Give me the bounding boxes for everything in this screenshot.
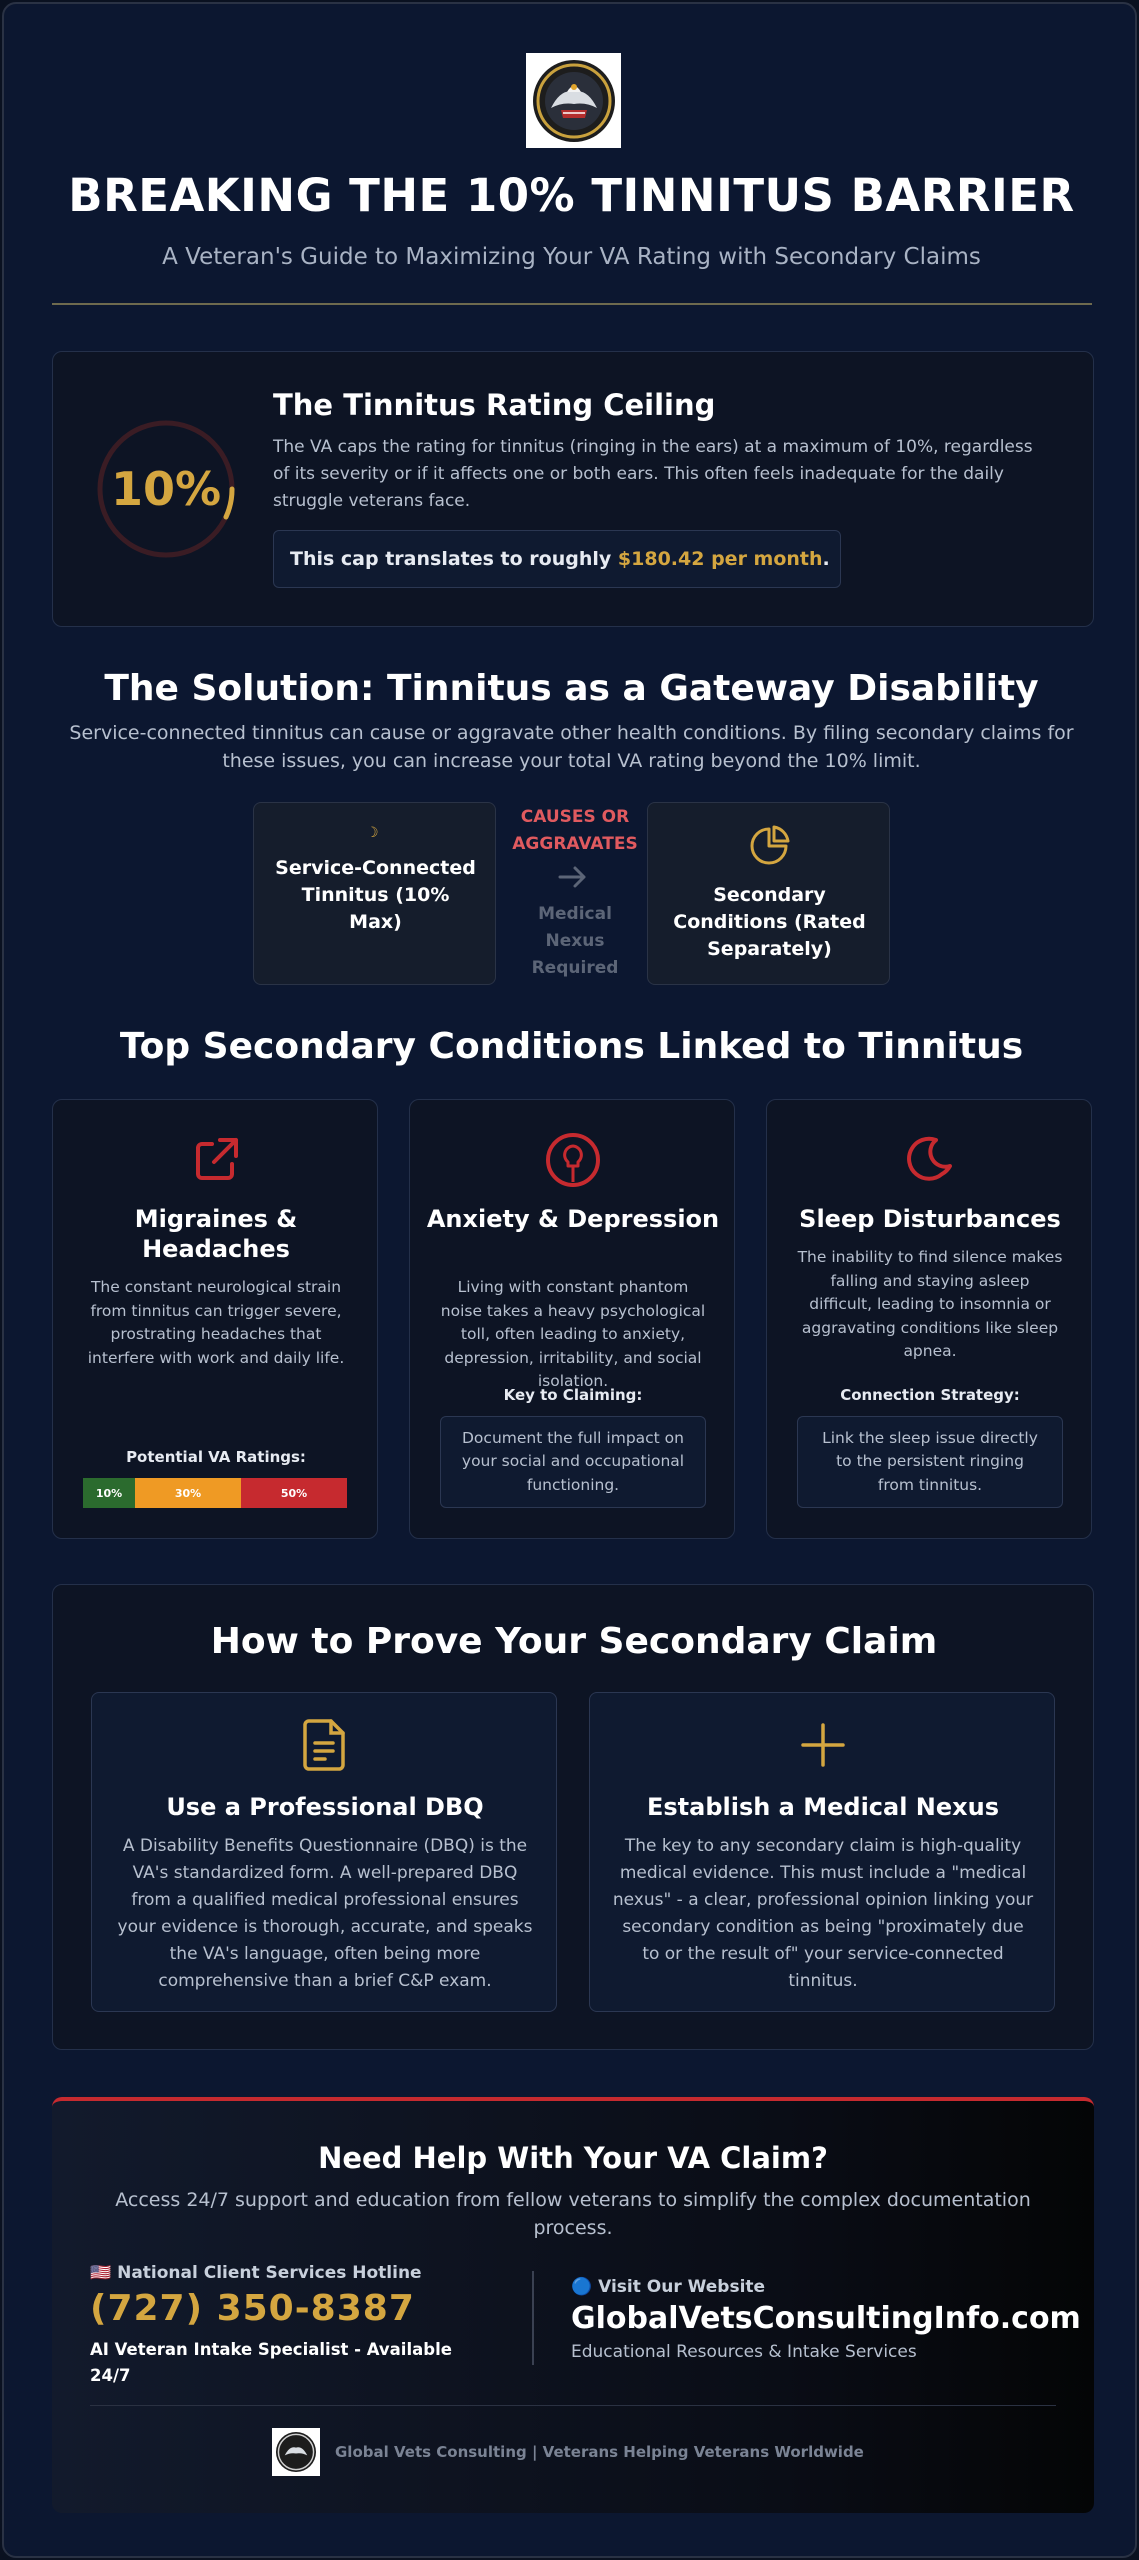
cta-title: Need Help With Your VA Claim? — [318, 2141, 828, 2175]
cap-amount: $180.42 per month — [617, 548, 823, 570]
prove-card-title: Establish a Medical Nexus — [646, 1793, 1000, 1821]
condition-card-migraines — [52, 1099, 378, 1539]
infographic-page — [2, 2, 1137, 2558]
condition-description: The constant neurological strain from tinnitus can trigger severe, prostrating headaches that interfere with work and daily life. — [87, 1278, 345, 1367]
prove-claim-section — [52, 1584, 1094, 2050]
nexus-label: Medical Nexus Required — [531, 904, 619, 978]
website-link[interactable]: GlobalVetsConsultingInfo.com — [571, 2301, 1081, 2336]
ratings-bar — [83, 1478, 347, 1508]
cap-prefix: This cap translates to roughly — [290, 548, 612, 570]
ceiling-description: The VA caps the rating for tinnitus (ringing in the ears) at a maximum of 10%, regardless of its severity or if it affects one or both ears. This often feels inadequate for the daily struggle veterans face. — [273, 437, 1033, 511]
ceiling-title: The Tinnitus Rating Ceiling — [273, 388, 716, 422]
footer-seal-logo — [272, 2428, 320, 2476]
header-divider — [52, 303, 1092, 305]
cta-description: Access 24/7 support and education from fellow veterans to simplify the complex documentation process. — [115, 2189, 1031, 2239]
key-label: Key to Claiming: — [503, 1386, 643, 1404]
rating-30: 30% — [135, 1478, 241, 1508]
ratings-label: Potential VA Ratings: — [126, 1448, 306, 1466]
rating-ceiling-card — [52, 351, 1094, 627]
condition-title: Migraines & Headaches — [134, 1205, 298, 1263]
prove-title: How to Prove Your Secondary Claim — [210, 1621, 938, 1662]
crescent-icon: ☽ — [366, 825, 379, 841]
tinnitus-box — [253, 802, 496, 985]
hotline-label: 🇺🇸 National Client Services Hotline — [90, 2263, 422, 2283]
condition-title: Sleep Disturbances — [799, 1205, 1061, 1233]
external-link-icon — [186, 1130, 246, 1190]
solution-description: Service-connected tinnitus can cause or aggravate other health conditions. By filing secondary claims for these issues, you can increase your total VA rating beyond the 10% limit. — [69, 722, 1074, 772]
hotline-subtitle: AI Veteran Intake Specialist - Available 24/7 — [90, 2340, 452, 2385]
key-box: Document the full impact on your social and occupational functioning. — [440, 1416, 706, 1508]
condition-description: Living with constant phantom noise takes a heavy psychological toll, often leading to anxiety, depression, irritability, and social isolation. — [440, 1278, 706, 1390]
prove-card-text: A Disability Benefits Questionnaire (DBQ) is the VA's standardized form. A well-prepared DBQ from a qualified medical professional ensures your evidence is thorough, accurate, and speaks the VA's language, often being more comprehensive than a brief C&P exam. — [117, 1836, 533, 1991]
prove-card-title: Use a Professional DBQ — [166, 1793, 484, 1821]
prove-card-nexus — [589, 1692, 1055, 2012]
causes-label: CAUSES OR AGGRAVATES — [512, 807, 638, 854]
help-cta-section — [52, 2097, 1094, 2513]
key-label: Connection Strategy: — [840, 1386, 1020, 1404]
tinnitus-box-label: Service-Connected Tinnitus (10% Max) — [275, 857, 476, 933]
plus-icon — [793, 1715, 853, 1775]
footer-text: Global Vets Consulting | Veterans Helping Veterans Worldwide — [335, 2443, 864, 2461]
seal-logo — [526, 53, 621, 148]
solution-title: The Solution: Tinnitus as a Gateway Disability — [104, 668, 1039, 709]
pie-chart-icon — [746, 823, 792, 869]
rating-value: 10% — [110, 462, 222, 516]
lightbulb-icon — [543, 1130, 603, 1190]
secondary-conditions-box — [647, 802, 890, 985]
prove-card-text: The key to any secondary claim is high-quality medical evidence. This must include a "medical nexus" - a clear, professional opinion linking your secondary condition as being "proximately due to or the result of" your service-connected tinnitus. — [612, 1836, 1034, 1991]
moon-icon — [900, 1130, 960, 1190]
condition-card-anxiety — [409, 1099, 735, 1539]
rating-50: 50% — [241, 1478, 347, 1508]
page-title: BREAKING THE 10% TINNITUS BARRIER — [68, 169, 1075, 222]
cta-horizontal-divider — [90, 2405, 1056, 2406]
rating-10: 10% — [83, 1478, 135, 1508]
website-subtitle: Educational Resources & Intake Services — [571, 2342, 917, 2362]
arrow-right-icon — [556, 864, 590, 890]
condition-title: Anxiety & Depression — [426, 1205, 720, 1233]
secondary-box-label: Secondary Conditions (Rated Separately) — [673, 884, 866, 960]
hotline-phone-link[interactable]: (727) 350-8387 — [90, 2288, 415, 2329]
page-subtitle: A Veteran's Guide to Maximizing Your VA Rating with Secondary Claims — [162, 244, 981, 270]
document-icon — [295, 1715, 355, 1775]
cap-suffix: . — [822, 548, 830, 570]
cta-vertical-divider — [532, 2271, 534, 2365]
key-box: Link the sleep issue directly to the persistent ringing from tinnitus. — [797, 1416, 1063, 1508]
condition-description: The inability to find silence makes falling and staying asleep difficult, leading to insomnia or aggravating conditions like sleep apnea. — [797, 1248, 1063, 1360]
website-label: 🔵 Visit Our Website — [571, 2277, 766, 2297]
condition-card-sleep — [766, 1099, 1092, 1539]
conditions-title: Top Secondary Conditions Linked to Tinnitus — [119, 1026, 1024, 1067]
prove-card-dbq — [91, 1692, 557, 2012]
monthly-cap-box — [273, 530, 841, 588]
